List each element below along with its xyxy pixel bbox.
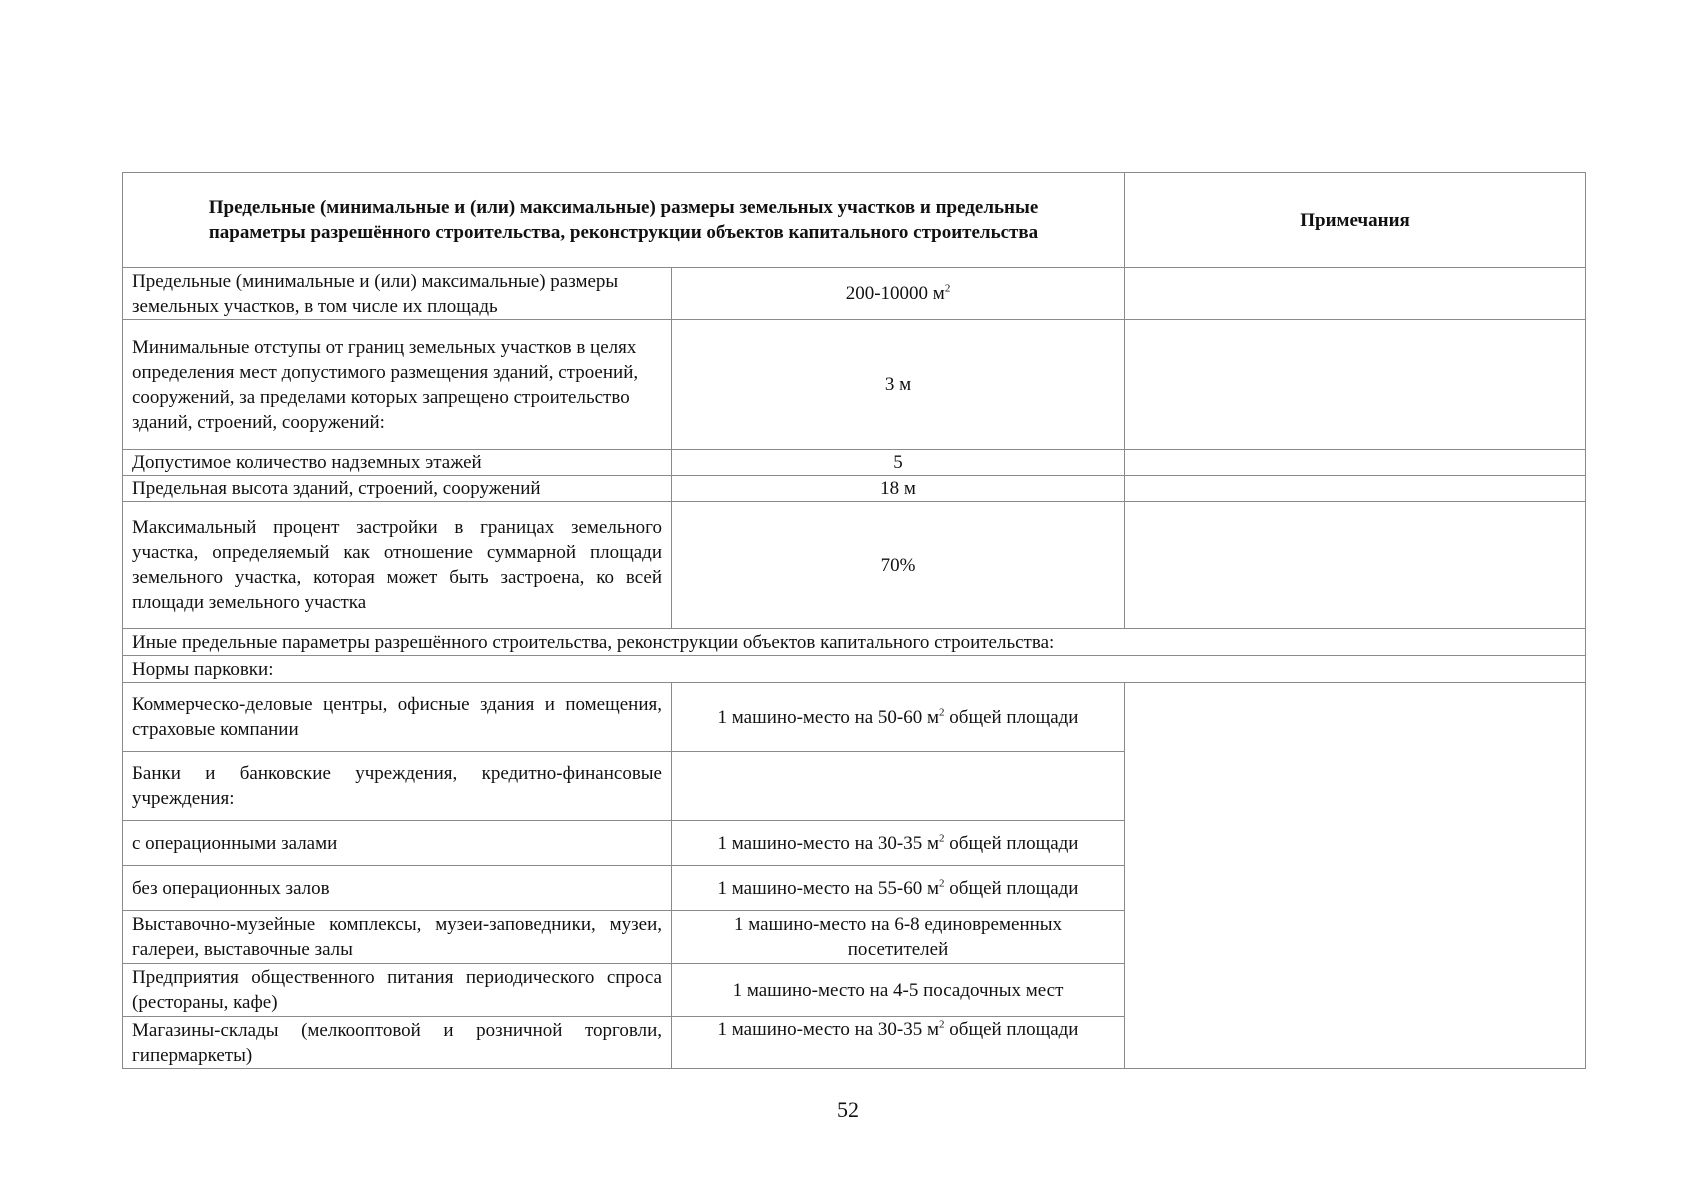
section-row [123, 629, 1586, 656]
parking-value: 1 машино-место на 50-60 $м^2$ общей площади [672, 683, 1125, 752]
parking-value: 1 машино-место на 6-8 единовременных посетителей [672, 911, 1125, 964]
parking-notes-cell [1125, 683, 1586, 1069]
param-note [1125, 502, 1586, 629]
parking-value: 1 машино-место на 30-35 $м^2$ общей площади [672, 1017, 1125, 1069]
section-other-params: Иные предельные параметры разрешённого строительства, реконструкции объектов капитального строительства: [123, 629, 1586, 656]
param-value: 200-10000 $м^2$ [672, 268, 1125, 320]
parking-label: без операционных залов [123, 866, 672, 911]
param-label: Минимальные отступы от границ земельных участков в целях определения мест допустимого размещения зданий, строений, сооружений, за пределами которых запрещено строительство зданий, строений, сооружений: [123, 320, 672, 450]
regulations-table [122, 172, 1586, 1069]
parking-label: Предприятия общественного питания периодического спроса (рестораны, кафе) [123, 964, 672, 1017]
param-note [1125, 450, 1586, 476]
param-note [1125, 268, 1586, 320]
param-value: 3 м [672, 320, 1125, 450]
param-value: 18 м [672, 476, 1125, 502]
parking-value: 1 машино-место на 4-5 посадочных мест [672, 964, 1125, 1017]
parking-label: Коммерческо-деловые центры, офисные здания и помещения, страховые компании [123, 683, 672, 752]
section-row [123, 656, 1586, 683]
table-header-row [123, 173, 1586, 268]
table-row [123, 502, 1586, 629]
param-value: 5 [672, 450, 1125, 476]
params-header: Предельные (минимальные и (или) максимальные) размеры земельных участков и предельные параметры разрешённого строительства, реконструкции объектов капитального строительства [123, 173, 1125, 268]
parking-value: 1 машино-место на 30-35 $м^2$ общей площади [672, 821, 1125, 866]
parking-value [672, 752, 1125, 821]
table-row [123, 268, 1586, 320]
notes-header: Примечания [1125, 173, 1586, 268]
param-label: Предельные (минимальные и (или) максимальные) размеры земельных участков, в том числе их площадь [123, 268, 672, 320]
param-note [1125, 476, 1586, 502]
param-value: 70% [672, 502, 1125, 629]
parking-label: Магазины-склады (мелкооптовой и розничной торговли, гипермаркеты) [123, 1017, 672, 1069]
param-note [1125, 320, 1586, 450]
parking-label: Банки и банковские учреждения, кредитно-финансовые учреждения: [123, 752, 672, 821]
table-row [123, 476, 1586, 502]
parking-value: 1 машино-место на 55-60 $м^2$ общей площади [672, 866, 1125, 911]
parking-label: с операционными залами [123, 821, 672, 866]
param-label: Допустимое количество надземных этажей [123, 450, 672, 476]
parking-row [123, 683, 1586, 752]
parking-label: Выставочно-музейные комплексы, музеи-заповедники, музеи, галереи, выставочные залы [123, 911, 672, 964]
table-row [123, 320, 1586, 450]
table-row [123, 450, 1586, 476]
param-label: Предельная высота зданий, строений, сооружений [123, 476, 672, 502]
page-number: 52 [837, 1097, 859, 1122]
param-label: Максимальный процент застройки в границах земельного участка, определяемый как отношение суммарной площади земельного участка, которая может быть застроена, ко всей площади земельного участка [123, 502, 672, 629]
section-parking-norms: Нормы парковки: [123, 656, 1586, 683]
